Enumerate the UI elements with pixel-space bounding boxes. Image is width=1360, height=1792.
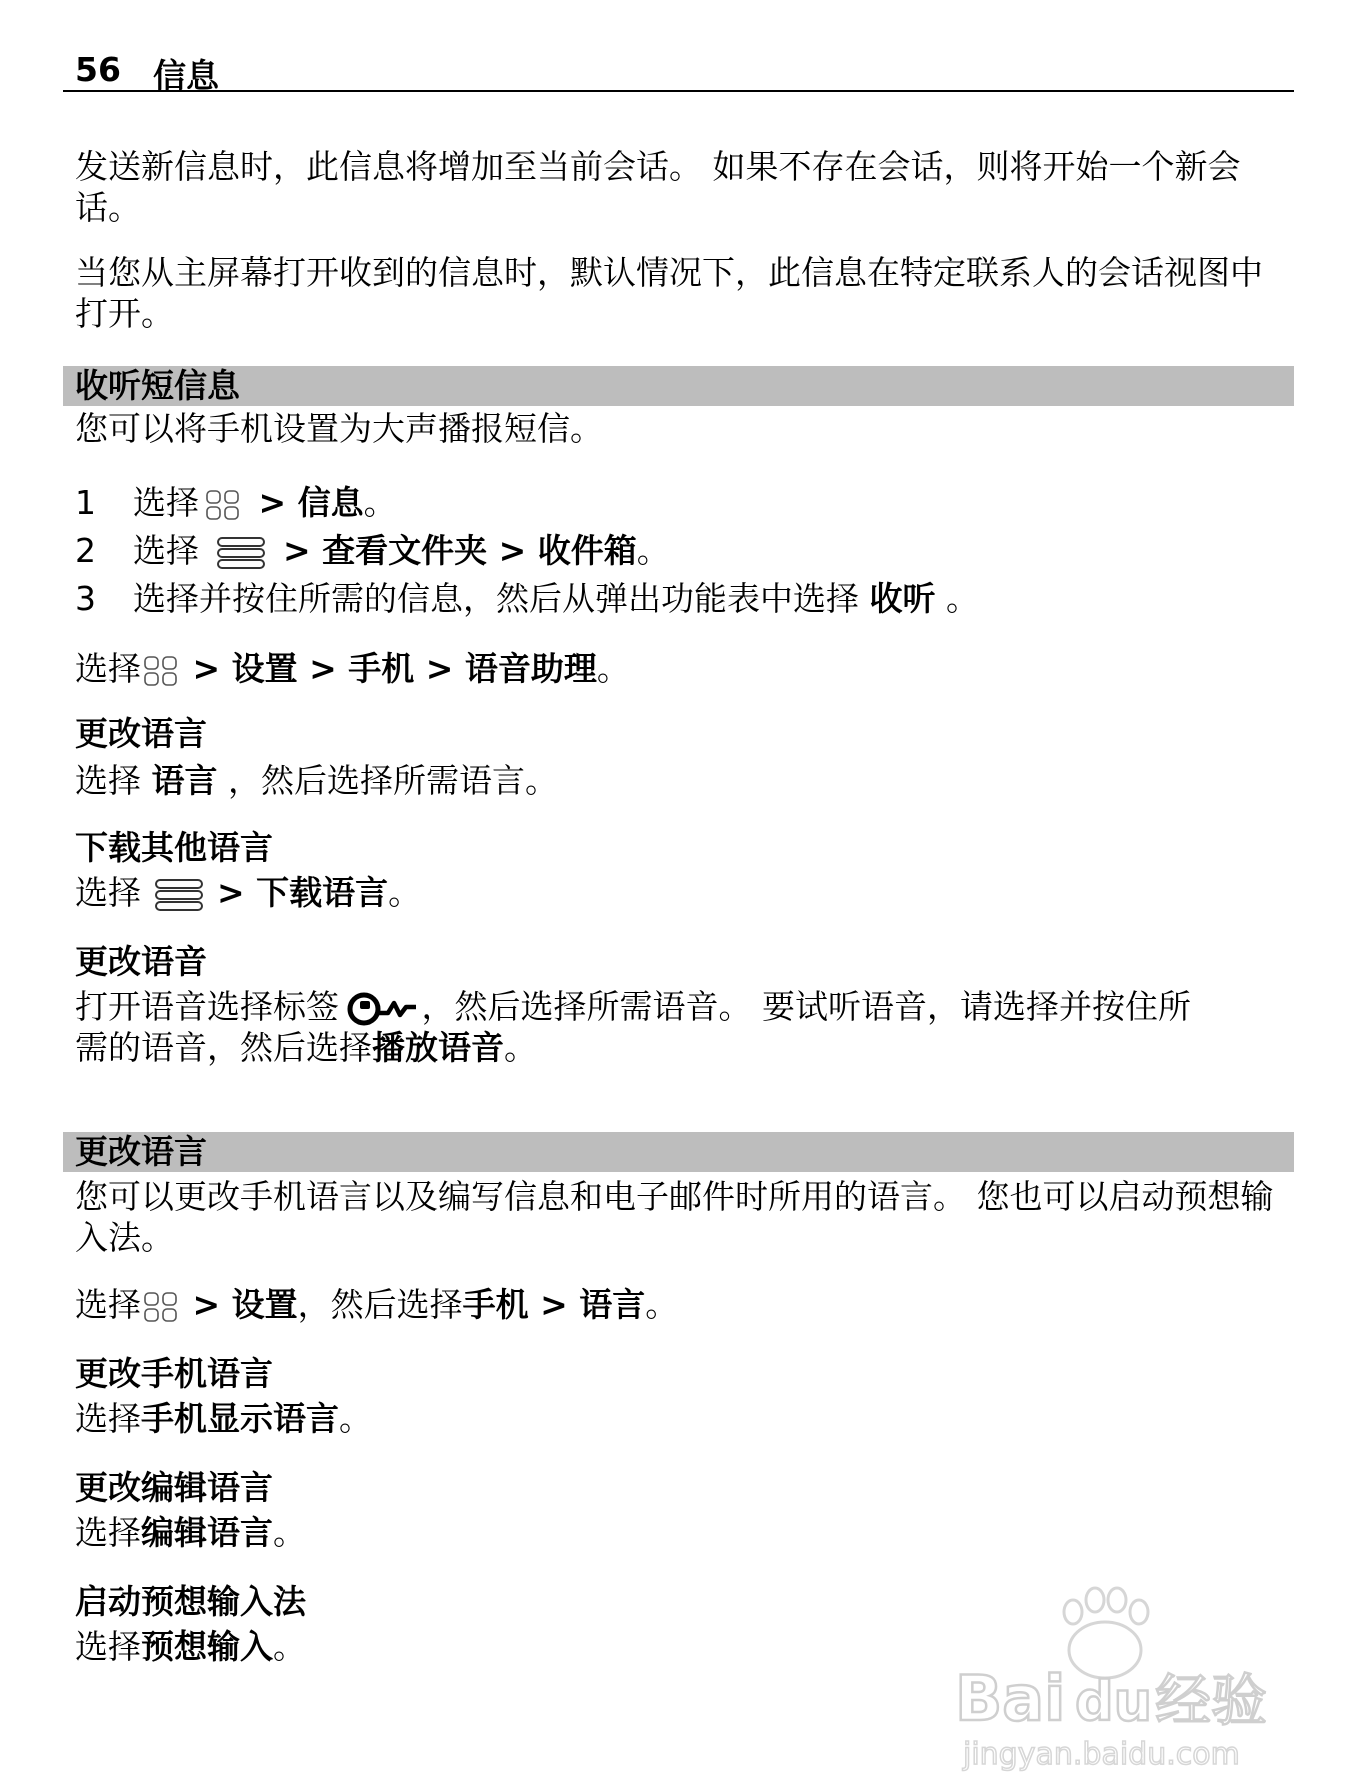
- step-number: 3: [75, 579, 96, 618]
- options-menu-icon: [154, 878, 204, 912]
- listen-settings-path: 选择 > 设置 > 手机 > 语音助理。: [75, 649, 630, 688]
- download-language-text: 选择 > 下载语言。: [75, 873, 422, 912]
- language-description: 您可以更改手机语言以及编写信息和电子邮件时所用的语言。 您也可以启动预想输入法。: [75, 1177, 1274, 1257]
- watermark-bai: Bai: [955, 1662, 1066, 1735]
- page-number: 56: [75, 50, 121, 89]
- edit-language-text: 选择编辑语言。: [75, 1513, 306, 1552]
- apps-grid-icon: [205, 489, 241, 521]
- watermark-url: jingyan.baidu.com: [963, 1737, 1240, 1772]
- watermark-jingyan: 经验: [1155, 1669, 1267, 1734]
- subheading-edit-language: 更改编辑语言: [75, 1468, 273, 1507]
- intro-paragraph-1: 发送新信息时，此信息将增加至当前会话。 如果不存在会话，则将开始一个新会话。: [75, 147, 1241, 227]
- change-language-text: 选择 语言 ，然后选择所需语言。: [75, 761, 558, 800]
- subheading-predictive-input: 启动预想输入法: [75, 1582, 306, 1621]
- apps-grid-icon: [143, 1291, 179, 1323]
- predictive-input-text: 选择预想输入。: [75, 1627, 306, 1666]
- language-settings-path: 选择 > 设置，然后选择手机 > 语言。: [75, 1285, 679, 1324]
- section-title-listen: 收听短信息: [75, 366, 240, 405]
- subheading-download-language: 下载其他语言: [75, 828, 273, 867]
- listen-description: 您可以将手机设置为大声播报短信。: [75, 409, 603, 448]
- baidu-watermark-graphic: [955, 1580, 1285, 1780]
- section-title-language: 更改语言: [75, 1132, 207, 1171]
- change-voice-line-1: 打开语音选择标签 ，然后选择所需语音。 要试听语音，请选择并按住所: [75, 987, 1191, 1026]
- change-voice-line-2: 需的语音，然后选择播放语音。: [75, 1028, 537, 1067]
- subheading-phone-language: 更改手机语言: [75, 1354, 273, 1393]
- watermark-du: du: [1075, 1670, 1153, 1733]
- step-number: 1: [75, 483, 96, 522]
- intro-paragraph-2: 当您从主屏幕打开收到的信息时，默认情况下，此信息在特定联系人的会话视图中打开。: [75, 253, 1263, 333]
- voice-tab-icon: [346, 991, 422, 1027]
- chapter-title: 信息: [153, 56, 219, 95]
- options-menu-icon: [216, 536, 266, 570]
- apps-grid-icon: [143, 655, 179, 687]
- section-header-listen: [63, 366, 1294, 406]
- phone-language-text: 选择手机显示语言。: [75, 1399, 372, 1438]
- step-number: 2: [75, 531, 96, 570]
- section-header-language: [63, 1132, 1294, 1172]
- subheading-change-language: 更改语言: [75, 714, 207, 753]
- baidu-watermark: [955, 1580, 1285, 1780]
- subheading-change-voice: 更改语音: [75, 942, 207, 981]
- page-header: [63, 46, 1294, 95]
